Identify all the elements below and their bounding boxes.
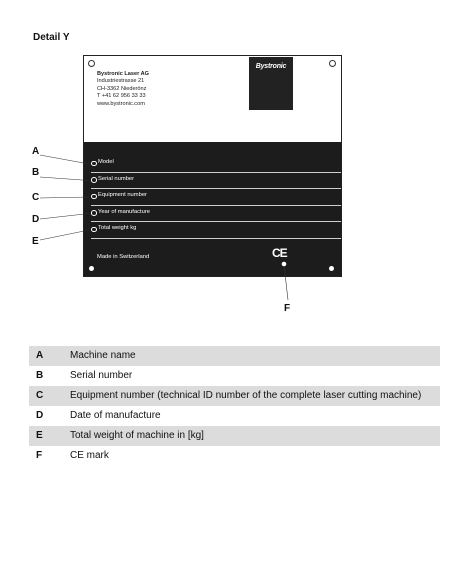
field-label: Year of manufacture bbox=[98, 208, 150, 215]
field-label: Total weight kg bbox=[98, 225, 137, 231]
legend-description: Total weight of machine in [kg] bbox=[70, 430, 204, 441]
legend-description: Machine name bbox=[70, 350, 136, 361]
leader-line-e bbox=[40, 230, 89, 240]
made-in-label: Made in Switzerland bbox=[97, 254, 150, 260]
legend-description: Equipment number (technical ID number of the complete laser cutting machine) bbox=[70, 390, 422, 401]
section-title: Detail Y bbox=[33, 32, 70, 43]
field-label: Serial number bbox=[98, 175, 135, 182]
address-line: Bystronic Laser AG bbox=[97, 71, 150, 77]
logo-text: Bystronic bbox=[255, 63, 287, 70]
field-label: Equipment number bbox=[98, 192, 147, 198]
table-row bbox=[29, 366, 440, 386]
legend-description: CE mark bbox=[70, 450, 109, 461]
leader-line-d bbox=[40, 214, 89, 220]
table-row bbox=[29, 386, 440, 406]
address-line: T +41 62 956 33 33 bbox=[97, 93, 146, 100]
legend-key: B bbox=[36, 370, 44, 381]
legend-key: E bbox=[36, 430, 43, 441]
table-row bbox=[29, 346, 440, 366]
table-row bbox=[29, 406, 440, 426]
address-line: CH-3362 Niederönz bbox=[97, 85, 147, 92]
callout-f: F bbox=[284, 303, 291, 314]
callout-a: A bbox=[32, 146, 40, 157]
callout-e: E bbox=[32, 236, 39, 247]
table-row bbox=[29, 446, 440, 466]
field-label: Model bbox=[98, 159, 114, 165]
table-row bbox=[29, 426, 440, 446]
address-line: Industriestrasse 21 bbox=[97, 78, 145, 85]
legend-key: F bbox=[36, 450, 43, 461]
leader-line-c bbox=[40, 197, 89, 198]
legend-key: A bbox=[36, 350, 44, 361]
leader-line-a bbox=[40, 155, 89, 164]
ce-mark-icon: CE bbox=[272, 246, 287, 260]
leader-line-f bbox=[284, 265, 288, 300]
callout-d: D bbox=[32, 214, 40, 225]
legend-description: Date of manufacture bbox=[70, 410, 161, 421]
callout-b: B bbox=[32, 167, 40, 178]
legend-table bbox=[29, 346, 440, 466]
legend-description: Serial number bbox=[70, 370, 133, 381]
legend-key: C bbox=[36, 390, 44, 401]
leader-line-b bbox=[40, 177, 89, 181]
legend-key: D bbox=[36, 410, 44, 421]
callout-c: C bbox=[32, 192, 40, 203]
address-line: www.bystronic.com bbox=[97, 100, 145, 107]
leader-anchor-f bbox=[282, 262, 286, 266]
